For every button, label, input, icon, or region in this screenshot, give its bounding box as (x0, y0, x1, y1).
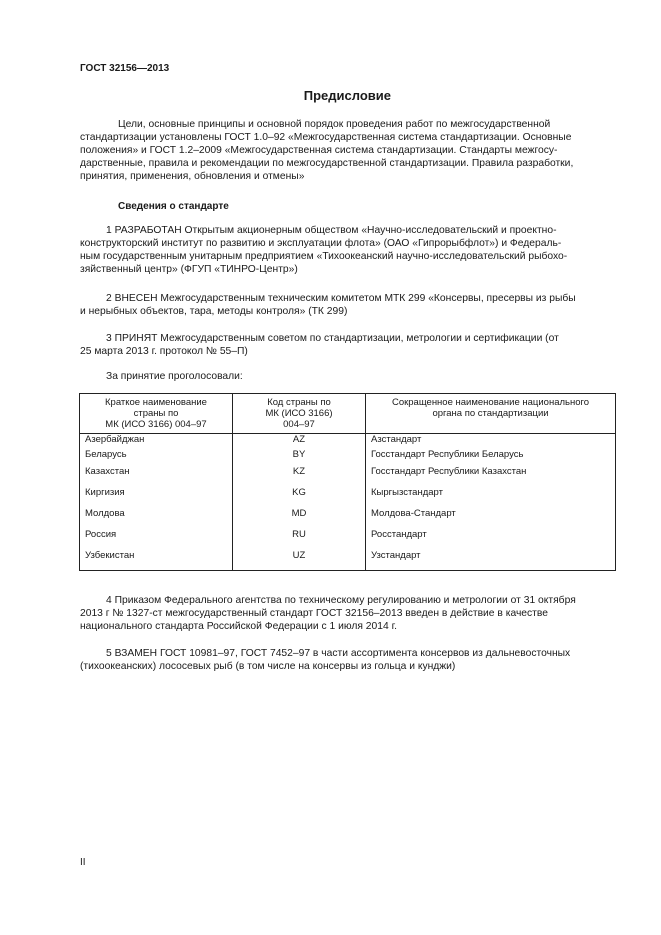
code-cell: MD (233, 508, 366, 529)
country-cell: Азербайджан (80, 434, 233, 449)
table-row (80, 466, 616, 487)
header-line: МК (ИСО 3166) 004–97 (105, 419, 207, 430)
country-cell: Узбекистан (80, 550, 233, 571)
header-line: страны по (133, 408, 179, 419)
header-line: Сокращенное наименование национального (391, 397, 590, 408)
paragraph-developed (80, 224, 616, 276)
header-line: органа по стандартизации (432, 408, 549, 419)
column-header-body (366, 394, 616, 434)
intro-line: Цели, основные принципы и основной порядок проведения работ по межгосударственной (118, 119, 551, 130)
table-row (80, 434, 616, 449)
code-cell: KG (233, 487, 366, 508)
column-header-country (80, 394, 233, 434)
header-line: Краткое наименование (105, 397, 207, 408)
paragraph-line: 1 РАЗРАБОТАН Открытым акционерным обществом «Научно-исследовательский и проектно- (106, 225, 557, 236)
body-cell: Госстандарт Республики Казахстан (366, 466, 616, 487)
paragraph-line: и нерыбных объектов, тара, методы контроля» (ТК 299) (80, 306, 348, 317)
paragraph-line: 4 Приказом Федерального агентства по техническому регулированию и метрологии от 31 октября (106, 595, 576, 606)
paragraph-adopted (80, 332, 616, 358)
paragraph-line: национального стандарта Российской Федерации с 1 июля 2014 г. (80, 621, 397, 632)
header-line: МК (ИСО 3166) (265, 408, 333, 419)
intro-line: дарственные, правила и рекомендации по межгосударственной стандартизации. Правила разработки, (80, 158, 574, 169)
table-row (80, 529, 616, 550)
body-cell: Росстандарт (366, 529, 616, 550)
intro-line: стандартизации установлены ГОСТ 1.0–92 «Межгосударственная система стандартизации. Основные (80, 132, 572, 143)
body-cell: Госстандарт Республики Беларусь (366, 449, 616, 466)
paragraph-line: конструкторский институт по развитию и эксплуатации флота» (ОАО «Гипрорыбфлот») и Федераль- (80, 238, 562, 249)
page-title: Предисловие (303, 88, 391, 103)
table-row (80, 449, 616, 466)
paragraph-line: 2 ВНЕСЕН Межгосударственным техническим комитетом МТК 299 «Консервы, пресервы из рыбы (106, 293, 576, 304)
table-row (80, 550, 616, 571)
code-cell: UZ (233, 550, 366, 571)
table-row (80, 508, 616, 529)
intro-line: положения» и ГОСТ 1.2–2009 «Межгосударственная система стандартизации. Стандарты межгосу- (80, 145, 558, 156)
paragraph-line: (тихоокеанских) лососевых рыб (в том числе на консервы из гольца и кунджи) (80, 661, 456, 672)
country-cell: Беларусь (80, 449, 233, 466)
section-subtitle: Сведения о стандарте (118, 201, 229, 212)
body-cell: Азстандарт (366, 434, 616, 449)
paragraph-line: ным государственным унитарным предприятием «Тихоокеанский научно-исследовательский рыбохо- (80, 251, 568, 262)
body-cell: Молдова-Стандарт (366, 508, 616, 529)
paragraph-line: зяйственный центр» (ФГУП «ТИНРО-Центр») (80, 264, 298, 275)
paragraph-line: 5 ВЗАМЕН ГОСТ 10981–97, ГОСТ 7452–97 в части ассортимента консервов из дальневосточных (106, 648, 571, 659)
intro-line: принятия, применения, обновления и отмены» (80, 171, 305, 182)
country-cell: Молдова (80, 508, 233, 529)
paragraph-line: 25 марта 2013 г. протокол № 55–П) (80, 346, 248, 357)
country-cell: Россия (80, 529, 233, 550)
paragraph-introduced (80, 292, 616, 318)
vote-label: За принятие проголосовали: (106, 371, 243, 382)
code-cell: RU (233, 529, 366, 550)
body-cell: Узстандарт (366, 550, 616, 571)
country-cell: Казахстан (80, 466, 233, 487)
paragraph-line: 3 ПРИНЯТ Межгосударственным советом по стандартизации, метрологии и сертификации (от (106, 333, 559, 344)
code-cell: AZ (233, 434, 366, 449)
intro-paragraph (80, 118, 616, 183)
code-cell: KZ (233, 466, 366, 487)
header-line: Код страны по (267, 397, 331, 408)
paragraph-replaces (80, 647, 616, 673)
code-cell: BY (233, 449, 366, 466)
header-line: 004–97 (283, 419, 315, 430)
table-row (80, 487, 616, 508)
document-code: ГОСТ 32156—2013 (80, 63, 170, 74)
column-header-code (233, 394, 366, 434)
paragraph-line: 2013 г № 1327-ст межгосударственный стандарт ГОСТ 32156–2013 введен в действие в качестве (80, 608, 548, 619)
voting-table (79, 393, 616, 571)
body-cell: Кыргызстандарт (366, 487, 616, 508)
paragraph-order (80, 594, 616, 633)
page-number: II (80, 857, 86, 868)
country-cell: Киргизия (80, 487, 233, 508)
